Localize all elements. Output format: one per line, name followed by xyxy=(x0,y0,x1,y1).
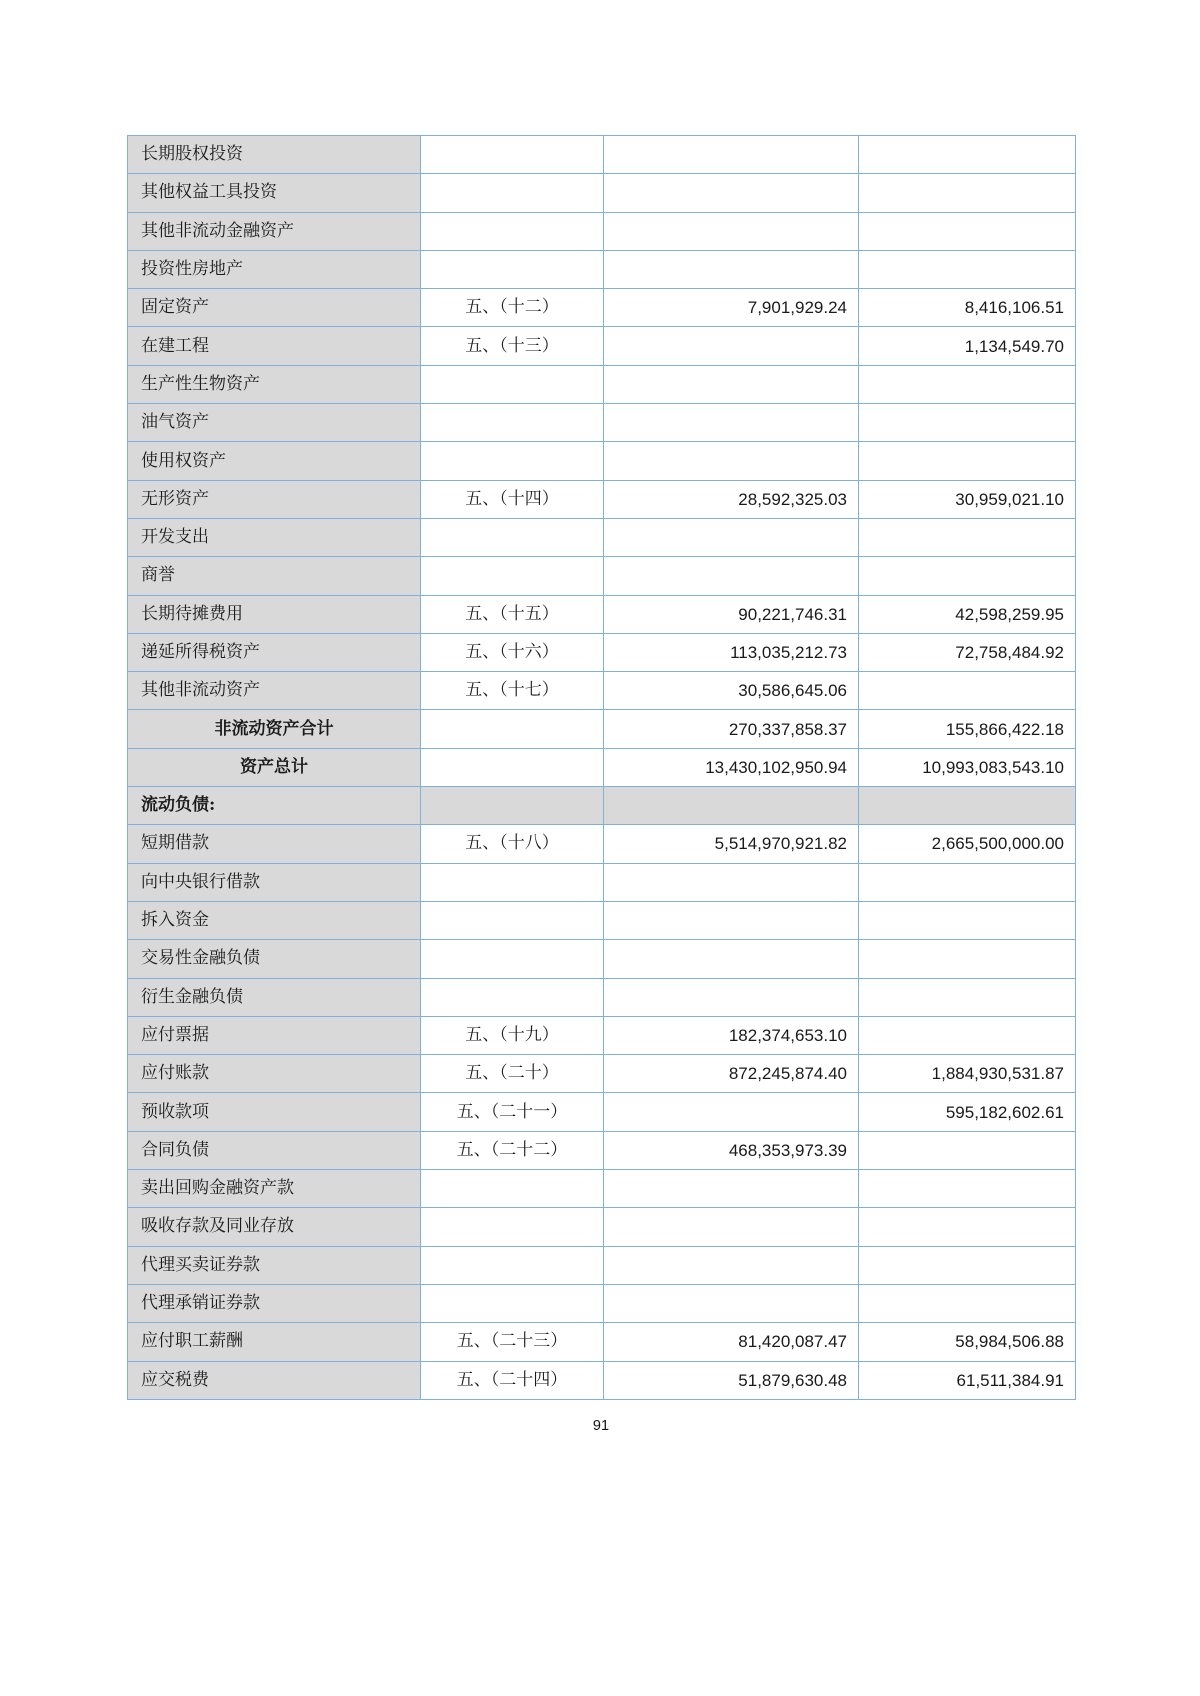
table-row xyxy=(128,1170,1076,1208)
current-value-cell: 28,592,325.03 xyxy=(604,480,859,518)
note-cell xyxy=(421,863,604,901)
current-value-cell xyxy=(604,787,859,825)
note-cell xyxy=(421,557,604,595)
item-cell: 非流动资产合计 xyxy=(128,710,421,748)
prior-value-cell: 61,511,384.91 xyxy=(859,1361,1076,1399)
item-cell: 投资性房地产 xyxy=(128,250,421,288)
note-cell xyxy=(421,365,604,403)
table-row xyxy=(128,787,1076,825)
item-cell: 衍生金融负债 xyxy=(128,978,421,1016)
current-value-cell xyxy=(604,901,859,939)
prior-value-cell xyxy=(859,672,1076,710)
table-row xyxy=(128,404,1076,442)
current-value-cell: 5,514,970,921.82 xyxy=(604,825,859,863)
item-cell: 向中央银行借款 xyxy=(128,863,421,901)
table-row xyxy=(128,1016,1076,1054)
prior-value-cell: 595,182,602.61 xyxy=(859,1093,1076,1131)
note-cell xyxy=(421,250,604,288)
prior-value-cell xyxy=(859,1016,1076,1054)
note-cell: 五、（十五） xyxy=(421,595,604,633)
item-cell: 应交税费 xyxy=(128,1361,421,1399)
table-row xyxy=(128,442,1076,480)
current-value-cell: 182,374,653.10 xyxy=(604,1016,859,1054)
table-row xyxy=(128,672,1076,710)
item-cell: 流动负债: xyxy=(128,787,421,825)
prior-value-cell xyxy=(859,901,1076,939)
note-cell xyxy=(421,174,604,212)
note-cell: 五、（十八） xyxy=(421,825,604,863)
item-cell: 交易性金融负债 xyxy=(128,940,421,978)
item-cell: 短期借款 xyxy=(128,825,421,863)
prior-value-cell xyxy=(859,978,1076,1016)
item-cell: 应付票据 xyxy=(128,1016,421,1054)
prior-value-cell xyxy=(859,174,1076,212)
current-value-cell: 270,337,858.37 xyxy=(604,710,859,748)
table-row xyxy=(128,212,1076,250)
current-value-cell: 90,221,746.31 xyxy=(604,595,859,633)
note-cell xyxy=(421,748,604,786)
current-value-cell xyxy=(604,1246,859,1284)
prior-value-cell: 58,984,506.88 xyxy=(859,1323,1076,1361)
note-cell xyxy=(421,1170,604,1208)
item-cell: 资产总计 xyxy=(128,748,421,786)
prior-value-cell: 1,134,549.70 xyxy=(859,327,1076,365)
prior-value-cell xyxy=(859,940,1076,978)
item-cell: 长期股权投资 xyxy=(128,136,421,174)
current-value-cell: 872,245,874.40 xyxy=(604,1055,859,1093)
balance-sheet-table xyxy=(127,135,1076,1400)
table-row xyxy=(128,480,1076,518)
prior-value-cell xyxy=(859,1170,1076,1208)
prior-value-cell: 8,416,106.51 xyxy=(859,289,1076,327)
item-cell: 无形资产 xyxy=(128,480,421,518)
prior-value-cell xyxy=(859,136,1076,174)
table-row xyxy=(128,365,1076,403)
item-cell: 应付职工薪酬 xyxy=(128,1323,421,1361)
prior-value-cell: 155,866,422.18 xyxy=(859,710,1076,748)
item-cell: 在建工程 xyxy=(128,327,421,365)
current-value-cell xyxy=(604,212,859,250)
prior-value-cell xyxy=(859,863,1076,901)
note-cell: 五、（十七） xyxy=(421,672,604,710)
item-cell: 其他非流动资产 xyxy=(128,672,421,710)
table-row xyxy=(128,710,1076,748)
current-value-cell: 30,586,645.06 xyxy=(604,672,859,710)
note-cell xyxy=(421,404,604,442)
item-cell: 代理买卖证券款 xyxy=(128,1246,421,1284)
current-value-cell xyxy=(604,442,859,480)
current-value-cell xyxy=(604,365,859,403)
table-row xyxy=(128,633,1076,671)
item-cell: 商誉 xyxy=(128,557,421,595)
table-row xyxy=(128,289,1076,327)
current-value-cell: 51,879,630.48 xyxy=(604,1361,859,1399)
table-row xyxy=(128,825,1076,863)
current-value-cell xyxy=(604,327,859,365)
table-row xyxy=(128,1131,1076,1169)
table-row xyxy=(128,1323,1076,1361)
note-cell: 五、（二十三） xyxy=(421,1323,604,1361)
note-cell xyxy=(421,787,604,825)
prior-value-cell: 72,758,484.92 xyxy=(859,633,1076,671)
item-cell: 其他权益工具投资 xyxy=(128,174,421,212)
table-row xyxy=(128,1246,1076,1284)
item-cell: 生产性生物资产 xyxy=(128,365,421,403)
prior-value-cell xyxy=(859,1131,1076,1169)
item-cell: 拆入资金 xyxy=(128,901,421,939)
table-row xyxy=(128,1361,1076,1399)
table-row xyxy=(128,250,1076,288)
item-cell: 合同负债 xyxy=(128,1131,421,1169)
note-cell xyxy=(421,1208,604,1246)
current-value-cell xyxy=(604,978,859,1016)
prior-value-cell xyxy=(859,787,1076,825)
item-cell: 长期待摊费用 xyxy=(128,595,421,633)
note-cell: 五、（二十） xyxy=(421,1055,604,1093)
current-value-cell xyxy=(604,404,859,442)
note-cell xyxy=(421,518,604,556)
table-row xyxy=(128,1208,1076,1246)
prior-value-cell: 2,665,500,000.00 xyxy=(859,825,1076,863)
note-cell: 五、（二十一） xyxy=(421,1093,604,1131)
current-value-cell: 7,901,929.24 xyxy=(604,289,859,327)
table-row xyxy=(128,557,1076,595)
note-cell xyxy=(421,136,604,174)
table-row xyxy=(128,174,1076,212)
item-cell: 应付账款 xyxy=(128,1055,421,1093)
prior-value-cell xyxy=(859,1284,1076,1322)
prior-value-cell xyxy=(859,365,1076,403)
current-value-cell xyxy=(604,1208,859,1246)
prior-value-cell xyxy=(859,1208,1076,1246)
note-cell xyxy=(421,442,604,480)
current-value-cell: 81,420,087.47 xyxy=(604,1323,859,1361)
prior-value-cell: 1,884,930,531.87 xyxy=(859,1055,1076,1093)
table-row xyxy=(128,748,1076,786)
table-row xyxy=(128,901,1076,939)
prior-value-cell xyxy=(859,518,1076,556)
prior-value-cell xyxy=(859,1246,1076,1284)
note-cell: 五、（十四） xyxy=(421,480,604,518)
note-cell xyxy=(421,1284,604,1322)
prior-value-cell xyxy=(859,404,1076,442)
note-cell xyxy=(421,978,604,1016)
item-cell: 油气资产 xyxy=(128,404,421,442)
table-row xyxy=(128,136,1076,174)
note-cell xyxy=(421,710,604,748)
note-cell: 五、（十三） xyxy=(421,327,604,365)
note-cell xyxy=(421,940,604,978)
current-value-cell: 13,430,102,950.94 xyxy=(604,748,859,786)
table-row xyxy=(128,595,1076,633)
item-cell: 开发支出 xyxy=(128,518,421,556)
table-row xyxy=(128,863,1076,901)
item-cell: 卖出回购金融资产款 xyxy=(128,1170,421,1208)
item-cell: 固定资产 xyxy=(128,289,421,327)
note-cell: 五、（二十四） xyxy=(421,1361,604,1399)
prior-value-cell: 30,959,021.10 xyxy=(859,480,1076,518)
prior-value-cell xyxy=(859,557,1076,595)
item-cell: 使用权资产 xyxy=(128,442,421,480)
current-value-cell xyxy=(604,1284,859,1322)
prior-value-cell xyxy=(859,212,1076,250)
current-value-cell xyxy=(604,1170,859,1208)
note-cell: 五、（十九） xyxy=(421,1016,604,1054)
note-cell xyxy=(421,212,604,250)
item-cell: 代理承销证券款 xyxy=(128,1284,421,1322)
note-cell: 五、（二十二） xyxy=(421,1131,604,1169)
current-value-cell: 113,035,212.73 xyxy=(604,633,859,671)
table-row xyxy=(128,327,1076,365)
prior-value-cell: 42,598,259.95 xyxy=(859,595,1076,633)
note-cell xyxy=(421,901,604,939)
item-cell: 其他非流动金融资产 xyxy=(128,212,421,250)
current-value-cell xyxy=(604,174,859,212)
current-value-cell xyxy=(604,940,859,978)
current-value-cell xyxy=(604,1093,859,1131)
note-cell: 五、（十六） xyxy=(421,633,604,671)
prior-value-cell xyxy=(859,250,1076,288)
table-row xyxy=(128,518,1076,556)
note-cell xyxy=(421,1246,604,1284)
current-value-cell xyxy=(604,557,859,595)
current-value-cell xyxy=(604,250,859,288)
prior-value-cell: 10,993,083,543.10 xyxy=(859,748,1076,786)
table-row xyxy=(128,1284,1076,1322)
page-number: 91 xyxy=(592,1418,610,1434)
current-value-cell xyxy=(604,863,859,901)
note-cell: 五、（十二） xyxy=(421,289,604,327)
item-cell: 递延所得税资产 xyxy=(128,633,421,671)
current-value-cell xyxy=(604,136,859,174)
current-value-cell xyxy=(604,518,859,556)
item-cell: 预收款项 xyxy=(128,1093,421,1131)
balance-sheet-rows xyxy=(128,136,1076,1400)
table-row xyxy=(128,978,1076,1016)
table-row xyxy=(128,1093,1076,1131)
table-row xyxy=(128,1055,1076,1093)
current-value-cell: 468,353,973.39 xyxy=(604,1131,859,1169)
table-row xyxy=(128,940,1076,978)
prior-value-cell xyxy=(859,442,1076,480)
item-cell: 吸收存款及同业存放 xyxy=(128,1208,421,1246)
